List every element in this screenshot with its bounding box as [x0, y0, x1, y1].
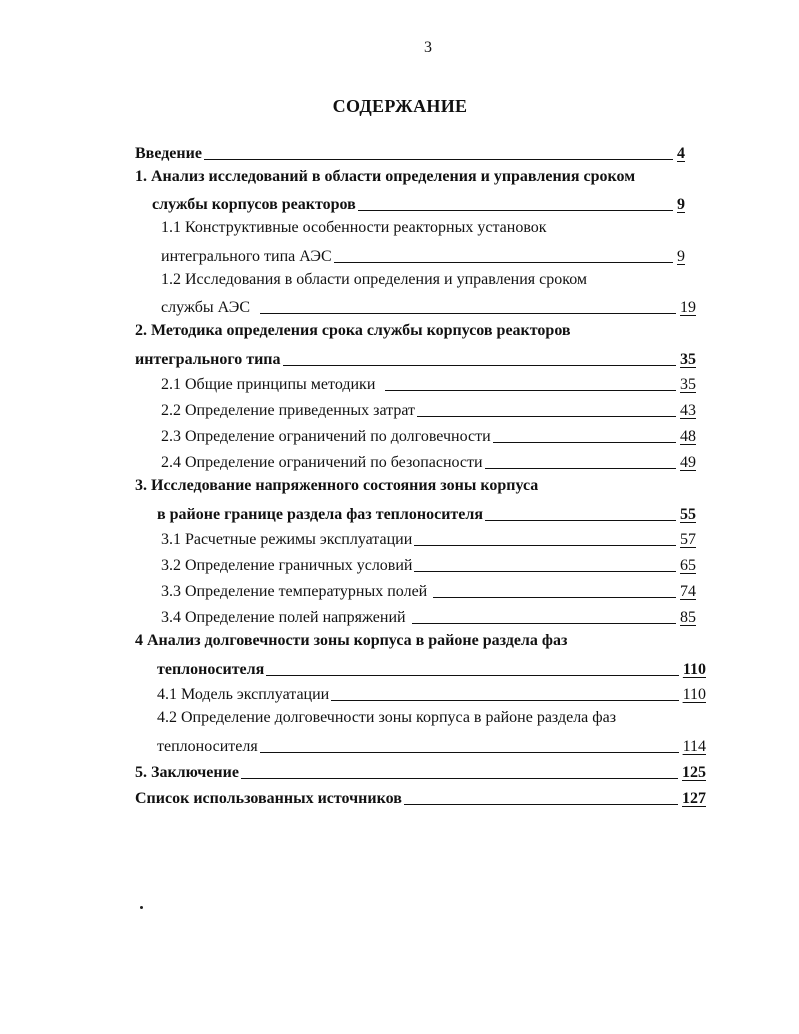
- toc-leader-line: [385, 390, 676, 391]
- toc-leader-line: [493, 442, 676, 443]
- toc-entry-s1-2-line1: 1.2 Исследования в области определения и управления сроком: [161, 271, 588, 288]
- toc-page: 125: [682, 764, 706, 781]
- toc-label: 2.1 Общие принципы методики: [161, 376, 376, 393]
- toc-label: 2.4 Определение ограничений по безопасности: [161, 454, 483, 471]
- toc-label: 4.1 Модель эксплуатации: [157, 686, 330, 703]
- toc-page: 85: [680, 609, 696, 626]
- toc-entry-s1-2: [161, 294, 696, 316]
- toc-page: 9: [677, 248, 685, 265]
- toc-page: 35: [680, 351, 696, 368]
- toc-entry-s3: [157, 501, 696, 523]
- toc-label: интегрального типа АЭС: [161, 248, 332, 265]
- toc-page: 55: [680, 506, 696, 523]
- toc-leader-line: [260, 752, 679, 753]
- toc-label: интегрального типа: [135, 351, 281, 368]
- toc-leader-line: [283, 365, 676, 366]
- toc-page: 35: [680, 376, 696, 393]
- toc-entry-s1-line1: 1. Анализ исследований в области определения и управления сроком: [135, 168, 636, 185]
- toc-label: 3.4 Определение полей напряжений: [161, 609, 406, 626]
- toc-entry-s4-1: [157, 681, 706, 703]
- toc-page: 48: [680, 428, 696, 445]
- toc-leader-line: [417, 416, 676, 417]
- toc-page: 49: [680, 454, 696, 471]
- toc-entry-s3-3: [161, 578, 696, 600]
- toc-page: 74: [680, 583, 696, 600]
- toc-label: теплоносителя: [157, 738, 258, 755]
- toc-page: 65: [680, 557, 696, 574]
- toc-label: 2.3 Определение ограничений по долговечности: [161, 428, 491, 445]
- toc-leader-line: [241, 778, 678, 779]
- toc-leader-line: [204, 159, 673, 160]
- toc-leader-line: [485, 468, 676, 469]
- toc-leader-line: [260, 313, 676, 314]
- toc-entry-s4: [157, 656, 706, 678]
- toc-leader-line: [433, 597, 676, 598]
- page-title: СОДЕРЖАНИЕ: [332, 96, 468, 116]
- toc-page: 9: [677, 196, 685, 213]
- toc-entry-intro: [135, 140, 685, 162]
- toc-entry-s3-line1: 3. Исследование напряженного состояния зоны корпуса: [135, 477, 539, 494]
- toc-entry-s2-4: [161, 449, 696, 471]
- toc-label: теплоносителя: [157, 661, 265, 678]
- toc-entry-s1-1-line1: 1.1 Конструктивные особенности реакторных установок: [161, 219, 547, 236]
- toc-leader-line: [414, 545, 676, 546]
- toc-leader-line: [358, 210, 673, 211]
- toc-entry-s3-4: [161, 604, 696, 626]
- toc-entry-s3-2: [161, 552, 696, 574]
- toc-entry-s3-1: [161, 526, 696, 548]
- toc-label: службы АЭС: [161, 299, 250, 316]
- toc-label: в районе границе раздела фаз теплоносителя: [157, 506, 483, 523]
- toc-entry-s2-line1: 2. Методика определения срока службы корпусов реакторов: [135, 322, 571, 339]
- page-number: 3: [424, 39, 432, 56]
- toc-label: Введение: [135, 145, 202, 162]
- toc-label: 2.2 Определение приведенных затрат: [161, 402, 416, 419]
- toc-label: 3.1 Расчетные режимы эксплуатации: [161, 531, 413, 548]
- toc-entry-s4-2-line1: 4.2 Определение долговечности зоны корпуса в районе раздела фаз: [157, 709, 617, 726]
- toc-entry-s1: [152, 191, 685, 213]
- toc-leader-line: [331, 700, 678, 701]
- toc-entry-references: [135, 785, 706, 807]
- scan-speck: [140, 906, 143, 909]
- toc-entry-s2: [135, 346, 696, 368]
- toc-page: 110: [682, 661, 706, 678]
- toc-page: 110: [682, 686, 706, 703]
- toc-leader-line: [266, 675, 679, 676]
- toc-entry-s2-2: [161, 397, 696, 419]
- toc-page: 19: [680, 299, 696, 316]
- toc-entry-s4-2: [157, 733, 706, 755]
- toc-label: службы корпусов реакторов: [152, 196, 356, 213]
- toc-label: 5. Заключение: [135, 764, 239, 781]
- toc-page: 4: [677, 145, 685, 162]
- toc-page: 114: [682, 738, 706, 755]
- toc-entry-s2-3: [161, 423, 696, 445]
- toc-entry-s1-1: [161, 243, 685, 265]
- toc-label: Список использованных источников: [135, 790, 402, 807]
- toc-page: 127: [682, 790, 706, 807]
- toc-entry-s2-1: [161, 371, 696, 393]
- toc-label: 3.2 Определение граничных условий: [161, 557, 413, 574]
- toc-entry-s5: [135, 759, 706, 781]
- toc-entry-s4-line1: 4 Анализ долговечности зоны корпуса в районе раздела фаз: [135, 632, 568, 649]
- toc-leader-line: [412, 623, 676, 624]
- toc-page: 43: [680, 402, 696, 419]
- toc-leader-line: [485, 520, 676, 521]
- toc-label: 3.3 Определение температурных полей: [161, 583, 428, 600]
- toc-leader-line: [404, 804, 678, 805]
- toc-leader-line: [334, 262, 673, 263]
- toc-leader-line: [414, 571, 676, 572]
- toc-page: 57: [680, 531, 696, 548]
